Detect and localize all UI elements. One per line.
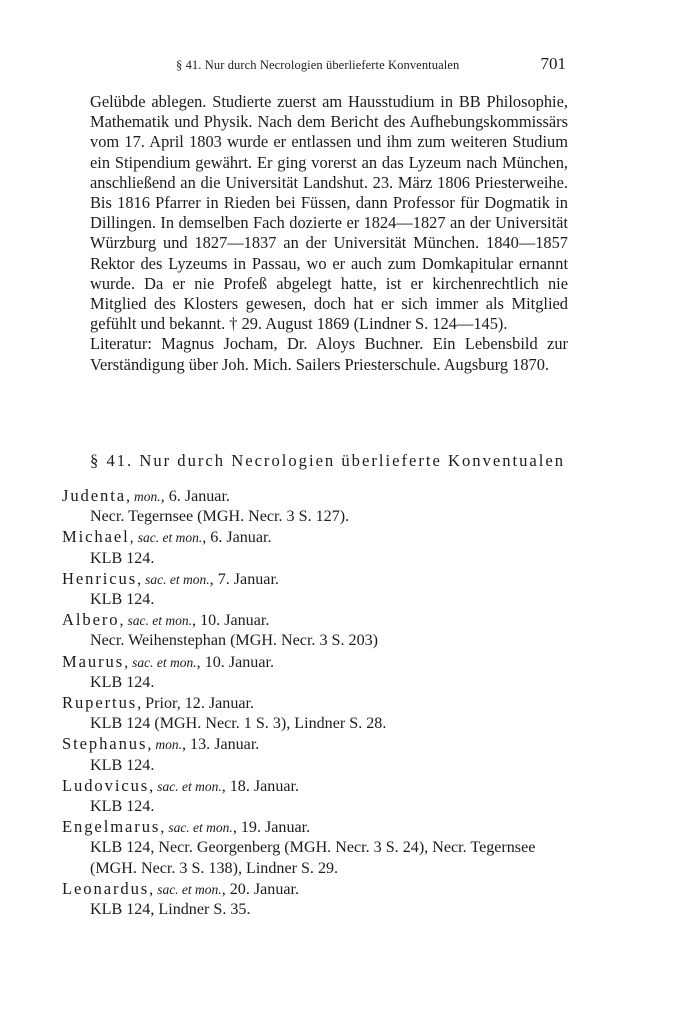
list-item — [62, 879, 572, 920]
entry-date: 13. Januar. — [190, 736, 260, 754]
entry-description: sac. et mon. — [157, 778, 222, 794]
entry-name: Engelmarus — [62, 817, 161, 837]
entry-name: Henricus — [62, 568, 138, 588]
entry-description: mon. — [134, 489, 161, 504]
entry-reference: KLB 124. — [90, 756, 155, 774]
entry-reference: KLB 124. — [90, 673, 155, 691]
entry-name: Judenta — [62, 486, 126, 505]
entry-reference: KLB 124. — [90, 549, 155, 567]
entry-description: sac. et mon. — [132, 654, 197, 670]
list-item — [62, 569, 572, 610]
page-number: 701 — [540, 54, 566, 73]
entry-head: Rupertus, Prior, 12. Januar. — [62, 693, 255, 713]
entry-head: Judenta, mon., 6. Januar. — [62, 486, 230, 505]
list-item — [62, 734, 572, 775]
entry-head: Ludovicus, sac. et mon., 18. Januar. — [62, 775, 300, 795]
entry-name: Michael — [62, 527, 130, 547]
entry-reference: KLB 124 (MGH. Necr. 1 S. 3), Lindner S. 28. — [90, 715, 387, 733]
entry-reference: Necr. Tegernsee (MGH. Necr. 3 S. 127). — [90, 508, 350, 526]
entry-reference: KLB 124. — [90, 798, 155, 816]
entry-name: Leonardus — [62, 878, 150, 898]
entry-name: Maurus — [62, 651, 125, 671]
entry-date: 10. Januar. — [200, 612, 270, 630]
intro-text — [90, 92, 568, 375]
list-item — [62, 486, 572, 527]
entry-head: Engelmarus, sac. et mon., 19. Januar. — [62, 817, 311, 837]
entry-list — [62, 486, 572, 920]
entry-date: 18. Januar. — [229, 777, 300, 795]
list-item — [62, 693, 572, 734]
entry-reference: KLB 124, Necr. Georgenberg (MGH. Necr. 3 S. 24), Necr. Tegernsee (MGH. Necr. 3 S. 138), Lindner S. 29. — [90, 839, 536, 877]
entry-date: 10. Januar. — [204, 653, 274, 671]
list-item — [62, 610, 572, 651]
entry-head: Maurus, sac. et mon., 10. Januar. — [62, 651, 274, 671]
list-item — [62, 817, 572, 879]
entry-reference: KLB 124. — [90, 591, 155, 609]
entry-description: mon. — [155, 737, 182, 753]
running-head — [176, 54, 566, 78]
entry-date: Prior, 12. Januar. — [145, 695, 255, 713]
entry-head: Albero, sac. et mon., 10. Januar. — [62, 610, 270, 630]
entry-description: sac. et mon. — [157, 881, 222, 897]
entry-date: 20. Januar. — [229, 880, 300, 898]
entry-description: sac. et mon. — [127, 613, 193, 629]
list-item — [62, 776, 572, 817]
entry-date: 6. Januar. — [210, 529, 272, 547]
entry-head: Henricus, sac. et mon., 7. Januar. — [62, 568, 279, 588]
entry-reference: KLB 124, Lindner S. 35. — [90, 901, 251, 919]
entry-date: 6. Januar. — [168, 488, 230, 505]
section-heading: § 41. Nur durch Necrologien überlieferte Konventualen — [90, 451, 566, 470]
literature-paragraph: Literatur: Magnus Jocham, Dr. Aloys Buchner. Ein Lebensbild zur Verständigung über Joh. Mich. Sailers Priesterschule. Augsburg 1870. — [90, 334, 568, 374]
entry-name: Stephanus — [62, 734, 148, 754]
entry-head: Michael, sac. et mon., 6. Januar. — [62, 527, 272, 547]
entry-reference: Necr. Weihenstephan (MGH. Necr. 3 S. 203) — [90, 632, 379, 650]
entry-date: 19. Januar. — [240, 819, 311, 837]
entry-date: 7. Januar. — [217, 570, 279, 588]
entry-description: sac. et mon. — [168, 820, 233, 836]
entry-head: Leonardus, sac. et mon., 20. Januar. — [62, 878, 300, 898]
running-head-title: § 41. Nur durch Necrologien überlieferte Konventualen — [176, 58, 460, 72]
list-item — [62, 652, 572, 693]
entry-name: Ludovicus — [62, 775, 150, 795]
list-item — [62, 527, 572, 568]
intro-paragraph: Gelübde ablegen. Studierte zuerst am Hausstudium in BB Philosophie, Mathematik und Physik. Nach dem Bericht des Aufhebungskommissärs vom 17. April 1803 wurde er entlassen und ihm zum weiteren Studium ein Stipendium gewährt. Er ging vorerst an das Lyzeum nach München, anschließend an die Universität Landshut. 23. März 1806 Priesterweihe. Bis 1816 Pfarrer in Rieden bei Füssen, dann Professor für Dogmatik in Dillingen. In demselben Fach dozierte er 1824—1827 an der Universität Würzburg und 1827—1837 an der Universität München. 1840—1857 Rektor des Lyzeums in Passau, wo er auch zum Domkapitular ernannt wurde. Da er nie Profeß abgelegt hatte, ist er kirchenrechtlich nie Mitglied des Klosters gewesen, doch hat er sich immer als Mitglied gefühlt und bekannt. † 29. August 1869 (Lindner S. 124—145). — [90, 92, 568, 334]
entry-name: Albero — [62, 610, 120, 630]
entry-head: Stephanus, mon., 13. Januar. — [62, 734, 260, 754]
entry-description: sac. et mon. — [145, 571, 210, 587]
entry-name: Rupertus — [62, 693, 138, 713]
entry-description: sac. et mon. — [137, 530, 203, 546]
